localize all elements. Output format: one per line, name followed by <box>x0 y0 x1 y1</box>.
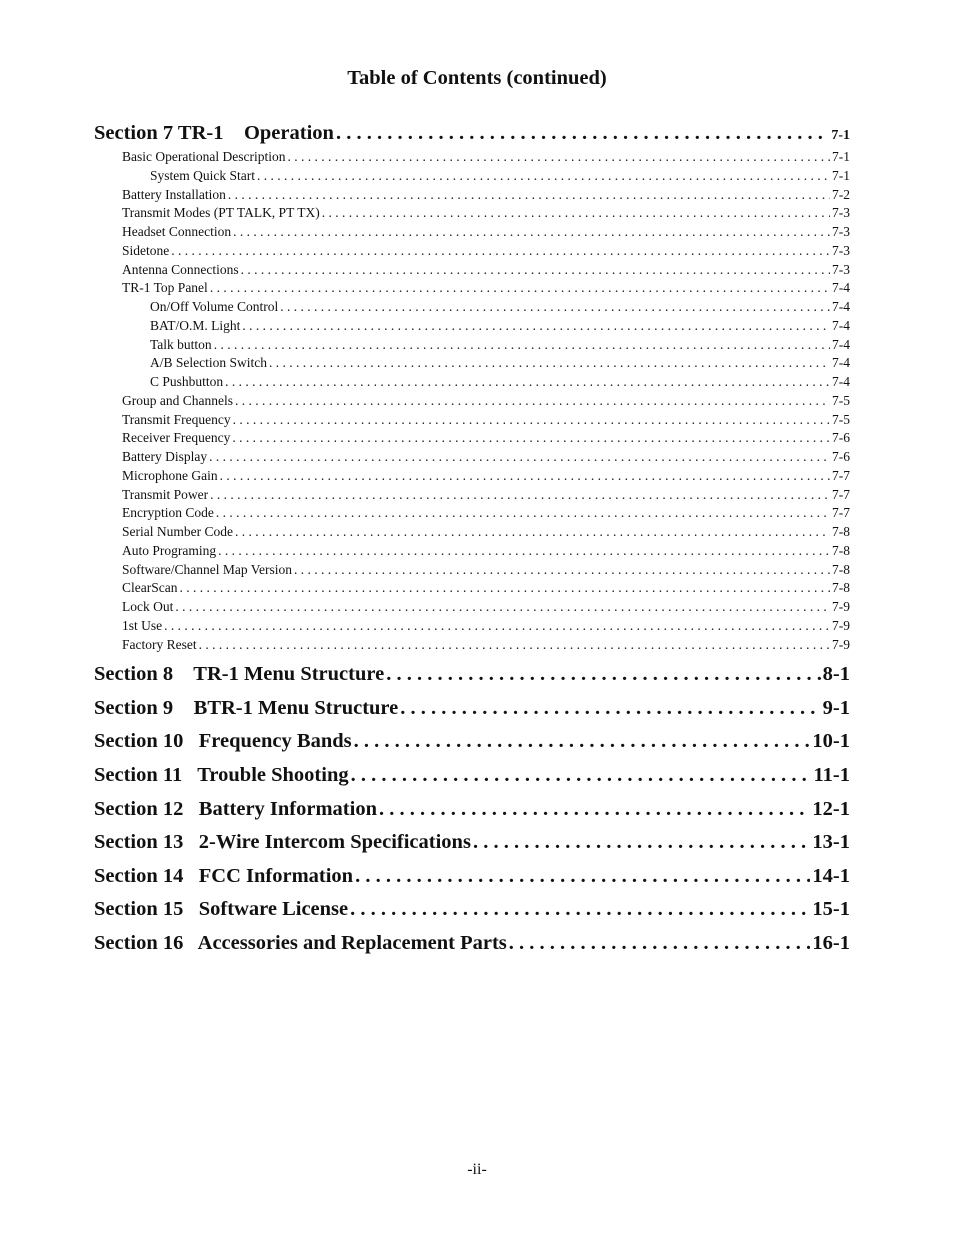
toc-entry-page: 7-8 <box>832 580 850 596</box>
dot-leader <box>280 298 830 317</box>
dot-leader <box>294 561 830 580</box>
toc-entry-label: Talk button <box>150 336 212 352</box>
dot-leader <box>287 148 830 167</box>
toc-section[interactable] <box>94 860 850 894</box>
toc-entry[interactable] <box>94 411 850 430</box>
toc-entry-page: 7-4 <box>832 317 850 333</box>
toc-entry-label: Section 14 FCC Information <box>94 864 354 887</box>
dot-leader <box>220 467 830 486</box>
toc-entry-page: 13-1 <box>812 831 850 854</box>
toc-entry-page: 7-7 <box>832 486 850 502</box>
toc-section[interactable] <box>94 826 850 860</box>
toc-entry-label: Group and Channels <box>122 392 233 408</box>
toc-entry-label: Battery Display <box>122 449 208 464</box>
toc-entry[interactable] <box>94 298 850 317</box>
toc-entry-label: Auto Programing <box>122 542 217 558</box>
toc-entry-page: 7-4 <box>832 336 850 352</box>
page-number: -ii- <box>467 1161 487 1178</box>
toc-entry-page: 7-7 <box>832 505 850 521</box>
toc-entry-label: Section 8 TR-1 Menu Structure <box>94 663 385 686</box>
toc-entry[interactable] <box>94 486 850 505</box>
toc-entry-label: Transmit Power <box>122 486 209 502</box>
dot-leader <box>354 725 811 759</box>
toc-entry-label: Section 15 Software License <box>94 898 349 921</box>
dot-leader <box>233 411 830 430</box>
dot-leader <box>232 429 830 448</box>
toc-section[interactable] <box>94 692 850 726</box>
toc-entry[interactable] <box>94 429 850 448</box>
dot-leader <box>473 826 810 860</box>
toc-entry-page: 8-1 <box>822 663 850 686</box>
dot-leader <box>386 658 820 692</box>
toc-section[interactable] <box>94 927 850 961</box>
toc-entry[interactable] <box>94 261 850 280</box>
toc-entry[interactable] <box>94 204 850 223</box>
dot-leader <box>241 261 830 280</box>
toc-entry[interactable] <box>94 373 850 392</box>
toc-entry-page: 7-9 <box>832 599 850 614</box>
toc-entry-page: 7-5 <box>832 392 850 408</box>
toc-section-page: 7-1 <box>831 128 850 143</box>
toc-entry-label: Battery Installation <box>122 186 226 202</box>
toc-entry[interactable] <box>94 523 850 542</box>
toc-entry-page: 16-1 <box>812 932 850 954</box>
toc-entry-label: Encryption Code <box>122 505 214 521</box>
toc-entry[interactable] <box>94 617 850 636</box>
toc-entry[interactable] <box>94 242 850 261</box>
toc-entry[interactable] <box>94 542 850 561</box>
dot-leader <box>164 617 830 636</box>
dot-leader <box>257 167 830 186</box>
toc-entry-label: On/Off Volume Control <box>150 299 279 314</box>
toc-entry-page: 14-1 <box>812 864 850 887</box>
toc-entry[interactable] <box>94 504 850 523</box>
toc-entry[interactable] <box>94 279 850 298</box>
toc-entry-label: 1st Use <box>122 617 163 633</box>
toc-entry-label: Section 16 Accessories and Replacement Parts <box>94 932 507 954</box>
dot-leader <box>355 860 810 894</box>
dot-leader <box>214 336 830 355</box>
dot-leader <box>199 636 830 655</box>
toc-entry-page: 7-9 <box>832 636 850 652</box>
dot-leader <box>350 893 810 927</box>
toc-entry-label: Antenna Connections <box>122 261 239 277</box>
toc-section[interactable] <box>94 893 850 927</box>
toc-entry-page: 7-8 <box>832 524 850 539</box>
toc-entry[interactable] <box>94 561 850 580</box>
toc-entry-page: 10-1 <box>812 730 850 753</box>
toc-entry-page: 7-1 <box>832 149 850 164</box>
toc-section[interactable] <box>94 725 850 759</box>
toc-entry-page: 7-4 <box>832 374 850 389</box>
toc-entry-label: Transmit Modes (PT TALK, PT TX) <box>122 205 320 221</box>
dot-leader <box>171 242 830 261</box>
toc-entry-page: 7-6 <box>832 430 850 446</box>
toc-entry-page: 7-1 <box>832 167 850 183</box>
major-sections <box>94 658 850 960</box>
toc-entry[interactable] <box>94 392 850 411</box>
toc-entry-label: Factory Reset <box>122 636 197 652</box>
toc-entry[interactable] <box>94 579 850 598</box>
dot-leader <box>210 279 830 298</box>
toc-entry[interactable] <box>94 448 850 467</box>
toc-entry[interactable] <box>94 167 850 186</box>
dot-leader <box>400 692 820 726</box>
toc-entry-label: C Pushbutton <box>150 374 224 389</box>
toc-entry-page: 9-1 <box>822 696 850 719</box>
toc-entry-page: 7-7 <box>832 467 850 483</box>
toc-entry[interactable] <box>94 317 850 336</box>
toc-section-7[interactable] <box>94 118 850 148</box>
toc-entry-page: 11-1 <box>813 764 850 787</box>
toc-entry-page: 7-3 <box>832 205 850 221</box>
toc-entry-label: Software/Channel Map Version <box>122 561 292 577</box>
toc-entry-page: 7-3 <box>832 224 850 239</box>
dot-leader <box>235 392 830 411</box>
toc-entry-page: 7-3 <box>832 242 850 258</box>
toc-entry-label: System Quick Start <box>150 167 255 183</box>
toc-entry-label: Sidetone <box>122 242 170 258</box>
toc-entry[interactable] <box>94 223 850 242</box>
dot-leader <box>509 927 811 961</box>
dot-leader <box>175 598 830 617</box>
toc-entry-page: 7-4 <box>832 280 850 296</box>
dot-leader <box>322 204 830 223</box>
toc-entry-label: Receiver Frequency <box>122 430 231 446</box>
toc-entry[interactable] <box>94 354 850 373</box>
toc-entry-label: Headset Connection <box>122 224 232 239</box>
table-of-contents <box>94 118 850 961</box>
toc-entry-label: ClearScan <box>122 580 178 596</box>
toc-entry[interactable] <box>94 148 850 167</box>
dot-leader <box>210 486 830 505</box>
toc-entry-page: 7-4 <box>832 355 850 371</box>
dot-leader <box>351 759 812 793</box>
dot-leader <box>225 373 830 392</box>
toc-entry[interactable] <box>94 467 850 486</box>
toc-entry[interactable] <box>94 336 850 355</box>
toc-entry[interactable] <box>94 186 850 205</box>
toc-entry[interactable] <box>94 598 850 617</box>
toc-section[interactable] <box>94 759 850 793</box>
dot-leader <box>179 579 830 598</box>
toc-entry-page: 12-1 <box>812 797 850 820</box>
toc-entry-label: Section 9 BTR-1 Menu Structure <box>94 696 399 719</box>
toc-entry-label: Transmit Frequency <box>122 411 231 427</box>
toc-entry-page: 7-2 <box>832 186 850 202</box>
dot-leader <box>216 504 830 523</box>
toc-entry-label: Section 10 Frequency Bands <box>94 730 352 753</box>
dot-leader <box>233 223 830 242</box>
dot-leader <box>379 793 810 827</box>
dot-leader <box>235 523 830 542</box>
toc-entry-page: 15-1 <box>812 898 850 921</box>
toc-entry-label: BAT/O.M. Light <box>150 317 241 333</box>
toc-entry-label: Lock Out <box>122 599 174 614</box>
toc-entry-page: 7-5 <box>832 411 850 427</box>
toc-entry-label: Section 12 Battery Information <box>94 797 377 820</box>
toc-entry-label: Section 13 2-Wire Intercom Specifications <box>94 831 471 854</box>
toc-entry-page: 7-4 <box>832 299 850 314</box>
page-title: Table of Contents (continued) <box>347 67 607 89</box>
toc-entry-label: Microphone Gain <box>122 467 218 483</box>
section-7-subentries <box>94 148 850 654</box>
toc-section-label: Section 7 TR-1 Operation <box>94 122 334 144</box>
toc-section[interactable] <box>94 658 850 692</box>
toc-entry-label: Section 11 Trouble Shooting <box>94 764 349 787</box>
dot-leader <box>228 186 830 205</box>
dot-leader <box>336 118 829 148</box>
toc-entry-label: Serial Number Code <box>122 524 233 539</box>
dot-leader <box>218 542 830 561</box>
toc-entry-page: 7-8 <box>832 542 850 558</box>
toc-entry-label: Basic Operational Description <box>122 149 286 164</box>
dot-leader <box>209 448 830 467</box>
toc-entry[interactable] <box>94 636 850 655</box>
dot-leader <box>269 354 830 373</box>
dot-leader <box>242 317 830 336</box>
toc-entry-page: 7-3 <box>832 261 850 277</box>
toc-entry-page: 7-9 <box>832 617 850 633</box>
toc-entry-page: 7-6 <box>832 449 850 464</box>
toc-section[interactable] <box>94 793 850 827</box>
toc-entry-label: A/B Selection Switch <box>150 355 267 371</box>
toc-entry-label: TR-1 Top Panel <box>122 280 208 296</box>
toc-entry-page: 7-8 <box>832 561 850 577</box>
